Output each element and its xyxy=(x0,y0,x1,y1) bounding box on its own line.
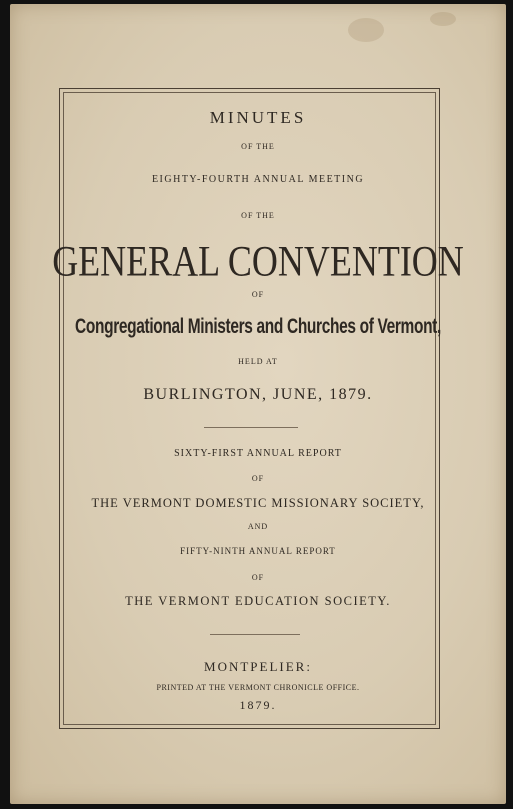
stain-mark xyxy=(430,12,456,26)
montpelier-line: MONTPELIER: xyxy=(204,659,312,674)
report-59-line: FIFTY-NINTH ANNUAL REPORT xyxy=(180,546,336,556)
congregational-line: Congregational Ministers and Churches of Vermont, xyxy=(75,314,441,338)
of-label: OF xyxy=(251,290,265,299)
meeting-line: EIGHTY-FOURTH ANNUAL MEETING xyxy=(151,174,365,185)
report-61-line: SIXTY-FIRST ANNUAL REPORT xyxy=(174,448,342,459)
stain-mark xyxy=(348,18,384,42)
inner-border xyxy=(63,92,436,725)
of-label-r2: OF xyxy=(251,573,265,582)
pamphlet-cover xyxy=(10,4,506,804)
of-label-r1: OF xyxy=(251,474,265,483)
divider-rule-2 xyxy=(210,634,300,635)
held-at-label: HELD AT xyxy=(238,357,278,366)
education-society: THE VERMONT EDUCATION SOCIETY. xyxy=(125,594,391,608)
divider-rule xyxy=(204,427,298,428)
place-date-line: BURLINGTON, JUNE, 1879. xyxy=(143,386,373,403)
of-the-label-2: OF THE xyxy=(241,211,275,220)
printer-line: PRINTED AT THE VERMONT CHRONICLE OFFICE. xyxy=(156,683,360,692)
general-convention-heading: GENERAL CONVENTION xyxy=(52,237,464,286)
and-label: AND xyxy=(247,522,269,531)
year-line: 1879. xyxy=(239,698,277,712)
of-the-label: OF THE xyxy=(241,142,275,151)
domestic-missionary-society: THE VERMONT DOMESTIC MISSIONARY SOCIETY, xyxy=(91,496,425,510)
title-minutes: MINUTES xyxy=(209,108,307,127)
